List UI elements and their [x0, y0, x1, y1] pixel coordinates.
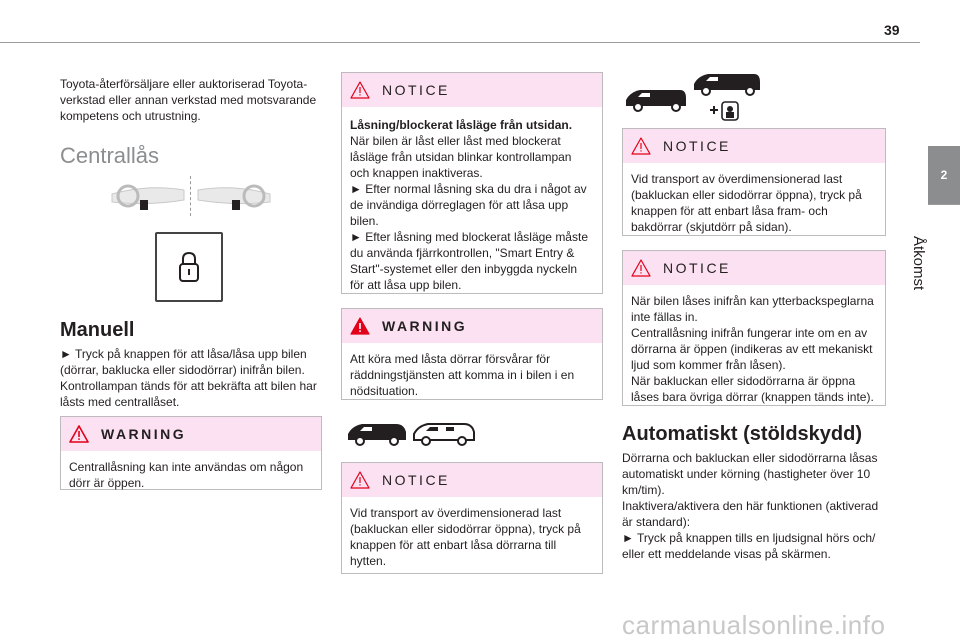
notice-label: NOTICE — [382, 82, 450, 98]
van-icon — [694, 74, 760, 95]
dashboard-left-icon — [110, 180, 186, 216]
warning-text: Att köra med låsta dörrar försvårar för räddningstjänsten att komma in i bilen i en nödsituation. — [350, 352, 575, 398]
notice-triangle-icon — [631, 137, 651, 155]
illustration-divider — [190, 176, 191, 216]
chapter-number: 2 — [940, 168, 948, 182]
section-title-automatic: Automatiskt (stöldskydd) — [622, 423, 863, 445]
notice-front-rear-text: Vid transport av överdimensionerad last (bakluckan eller sidodörrar öppna), tryck på knappen för att enbart låsa fram- och bakdörrar (skjutdörr på sidan). — [631, 172, 862, 234]
chapter-title: Åtkomst — [910, 236, 927, 291]
notice-interior-text-1: När bilen låses inifrån kan ytterbackspeglarna inte fällas in. — [631, 294, 874, 324]
manual-indicator-text: Kontrollampan tänds för att bekräfta att bilen har låsts med centrallåset. — [60, 379, 317, 409]
van-icon — [348, 424, 406, 445]
warning-text: Centrallåsning kan inte användas om någon dörr är öppen. — [69, 460, 304, 490]
notice-box-front-rear — [622, 128, 886, 236]
notice-label: NOTICE — [663, 138, 731, 154]
auto-text-3: ► Tryck på knappen tills en ljudsignal hörs och/ eller ett meddelande visas på skärmen. — [622, 531, 876, 561]
add-lock-icon — [710, 102, 738, 120]
van-icon — [414, 424, 474, 445]
intro-text: Toyota-återförsäljare eller auktoriserad Toyota-verkstad eller annan verkstad med motsvarande kompetens och utrustning. — [60, 77, 317, 123]
chapter-tab — [928, 146, 960, 204]
warning-label: WARNING — [101, 426, 187, 442]
watermark: carmanualsonline.info — [622, 610, 886, 640]
subsection-title-manuell: Manuell — [60, 319, 135, 341]
auto-text-1: Dörrarna och bakluckan eller sidodörrarna låsas automatiskt under körning (hastigheter över 10 km/tim). — [622, 451, 878, 497]
manual-instruction: ► Tryck på knappen för att låsa/låsa upp bilen (dörrar, baklucka eller sidodörrar) inifrån bilen. — [60, 347, 307, 377]
header-rule — [0, 42, 920, 43]
notice-label: NOTICE — [382, 472, 450, 488]
van-icon — [626, 90, 686, 111]
notice-box-interior-lock — [622, 250, 886, 406]
warning-triangle-icon — [350, 317, 370, 335]
notice-locking-text-3: ► Efter låsning med blockerat låsläge måste du använda fjärrkontrollen, "Smart Entry & Start"-systemet eller den inbyggda nyckeln för att låsa upp bilen. — [350, 230, 588, 292]
chapter-rule — [928, 204, 960, 205]
warning-box-col2 — [341, 308, 603, 400]
notice-box-cab-lock — [341, 462, 603, 574]
notice-label: NOTICE — [663, 260, 731, 276]
notice-locking-title: Låsning/blockerat låsläge från utsidan. — [350, 118, 573, 132]
notice-interior-text-3: När bakluckan eller sidodörrarna är öppna låses bara övriga dörrar (knappen tänds inte). — [631, 374, 874, 404]
van-icons-short — [346, 420, 478, 448]
warning-box-col1 — [60, 416, 322, 490]
notice-locking-text-1: När bilen är låst eller låst med blockerat låsläge från utsidan blinkar kontrollampan och knappen inaktiveras. — [350, 134, 572, 180]
central-lock-button-illustration — [155, 232, 223, 302]
notice-triangle-icon — [631, 259, 651, 277]
dashboard-right-icon — [196, 180, 272, 216]
van-icons-long — [624, 70, 774, 122]
section-title-centrallas: Centrallås — [60, 143, 160, 168]
page-number: 39 — [884, 22, 900, 38]
notice-interior-text-2: Centrallåsning inifrån fungerar inte om en av dörrarna är öppen (indikeras av ett mekaniskt ljud som kommer från låsen). — [631, 326, 873, 372]
notice-locking-text-2: ► Efter normal låsning ska du dra i något av de invändiga dörreglagen för att låsa upp bilen. — [350, 182, 587, 228]
notice-box-locking — [341, 72, 603, 294]
lock-icon — [157, 234, 221, 300]
auto-text-2: Inaktivera/aktivera den här funktionen (aktiverad är standard): — [622, 499, 879, 529]
notice-cab-lock-text: Vid transport av överdimensionerad last (bakluckan eller sidodörrar öppna), tryck på knappen för att enbart låsa dörrarna till hytten. — [350, 506, 581, 568]
notice-triangle-icon — [350, 81, 370, 99]
warning-label: WARNING — [382, 318, 468, 334]
notice-triangle-icon — [350, 471, 370, 489]
warning-triangle-icon — [69, 425, 89, 443]
